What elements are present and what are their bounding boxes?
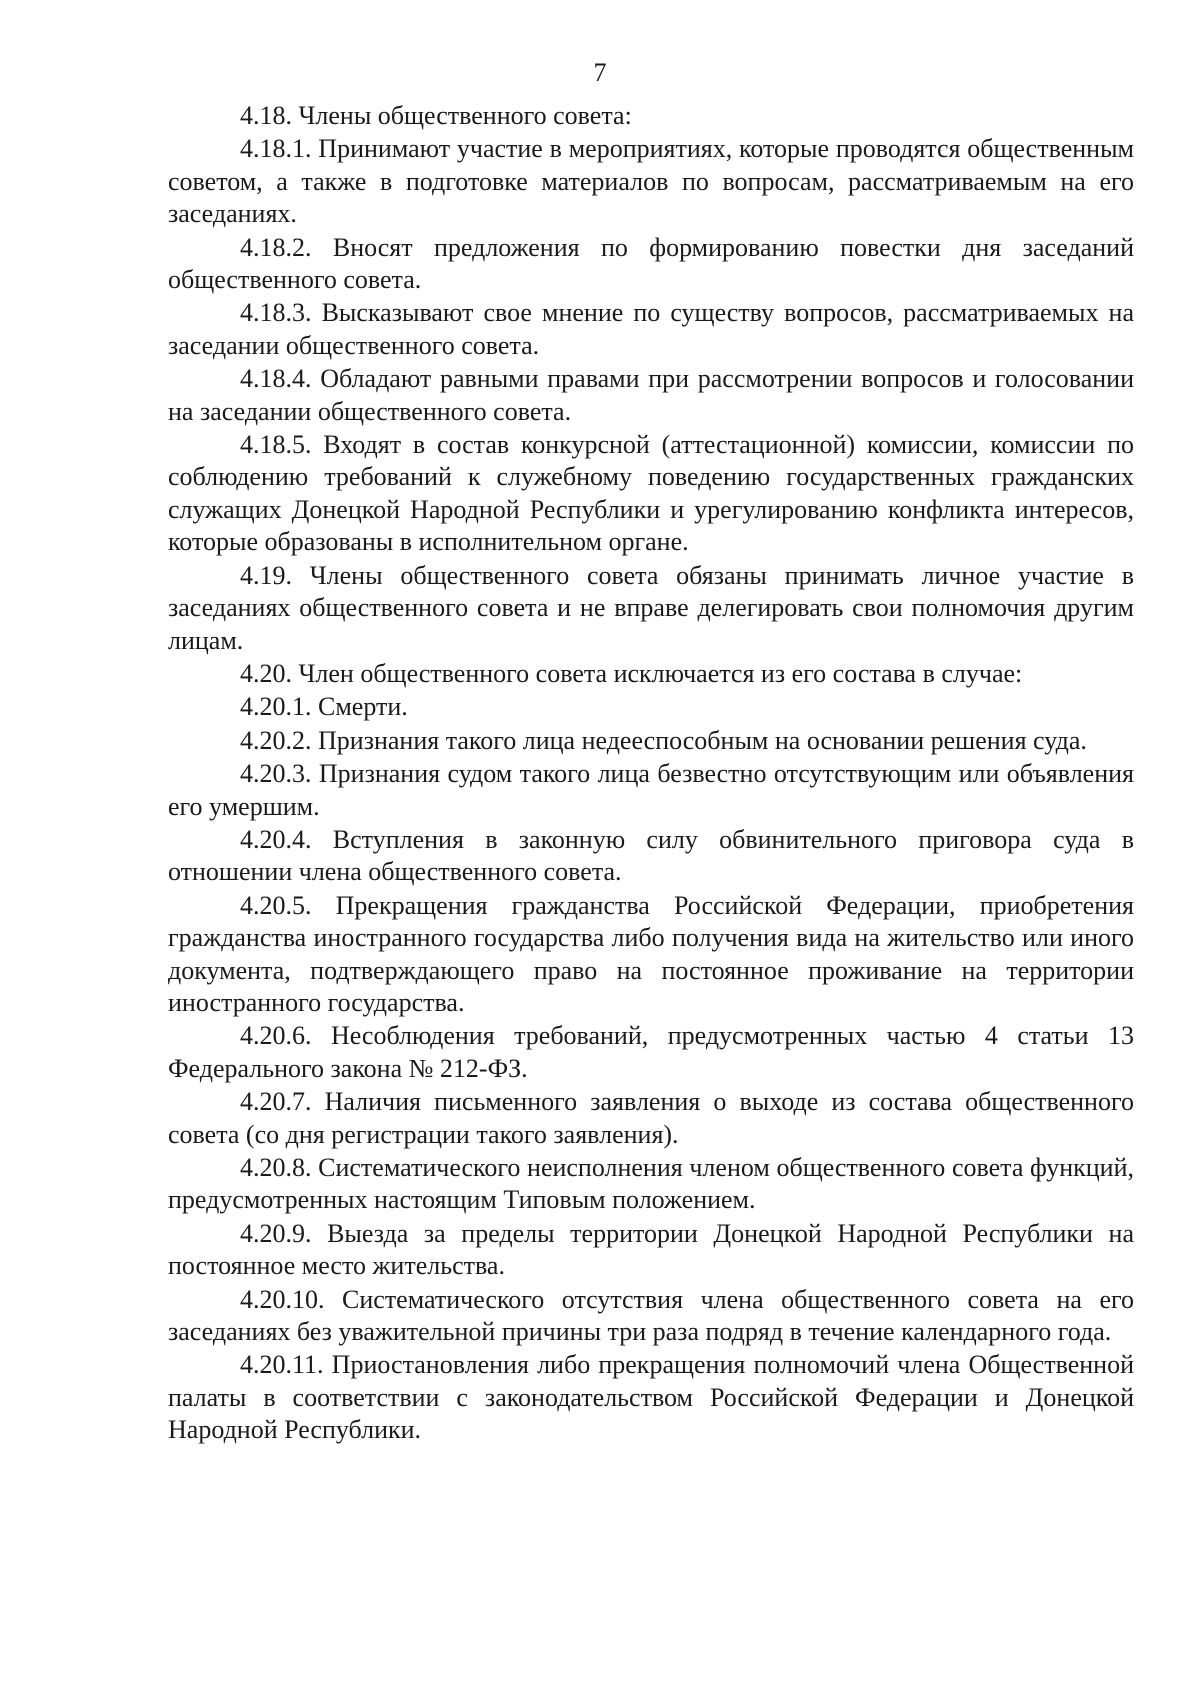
paragraph-4-18-3: 4.18.3. Высказывают свое мнение по существу вопросов, рассматриваемых на заседании общественного совета. xyxy=(168,298,1134,360)
paragraph-4-20-10: 4.20.10. Систематического отсутствия члена общественного совета на его заседаниях без уважительной причины три раза подряд в течение календарного года. xyxy=(168,1284,1134,1347)
paragraph-4-20-2: 4.20.2. Признания такого лица недееспособным на основании решения суда. xyxy=(240,725,1087,755)
paragraph-4-18-5: 4.18.5. Входят в состав конкурсной (аттестационной) комиссии, комиссии по соблюдению требований к служебному поведению государственных гражданских служащих Донецкой Народной Республики и урегулированию конфликта интересов, которые образованы в исполнительном органе. xyxy=(168,430,1134,557)
paragraph-4-19: 4.19. Члены общественного совета обязаны принимать личное участие в заседаниях общественного совета и не вправе делегировать свои полномочия другим лицам. xyxy=(168,560,1134,655)
paragraph-4-20-7: 4.20.7. Наличия письменного заявления о выходе из состава общественного совета (со дня регистрации такого заявления). xyxy=(168,1087,1134,1149)
paragraph-4-20-4: 4.20.4. Вступления в законную силу обвинительного приговора суда в отношении члена общественного совета. xyxy=(168,824,1134,887)
document-body xyxy=(168,100,1134,1448)
paragraph-4-18-2: 4.18.2. Вносят предложения по формированию повестки дня заседаний общественного совета. xyxy=(168,232,1134,295)
paragraph-4-20-9: 4.20.9. Выезда за пределы территории Донецкой Народной Республики на постоянное место жительства. xyxy=(168,1218,1134,1281)
paragraph-4-20-11: 4.20.11. Приостановления либо прекращения полномочий члена Общественной палаты в соответствии с законодательством Российской Федерации и Донецкой Народной Республики. xyxy=(168,1350,1134,1445)
paragraph-4-20-3: 4.20.3. Признания судом такого лица безвестно отсутствующим или объявления его умершим. xyxy=(168,759,1134,821)
paragraph-4-20: 4.20. Член общественного совета исключается из его состава в случае: xyxy=(240,658,1023,688)
paragraph-4-18-4: 4.18.4. Обладают равными правами при рассмотрении вопросов и голосовании на заседании общественного совета. xyxy=(168,364,1134,426)
paragraph-4-20-1: 4.20.1. Смерти. xyxy=(240,692,408,722)
paragraph-4-18-1: 4.18.1. Принимают участие в мероприятиях, которые проводятся общественным советом, а также в подготовке материалов по вопросам, рассматриваемым на его заседаниях. xyxy=(168,134,1134,229)
paragraph-4-20-5: 4.20.5. Прекращения гражданства Российской Федерации, приобретения гражданства иностранного государства либо получения вида на жительство или иного документа, подтверждающего право на постоянное проживание на территории иностранного государства. xyxy=(168,890,1134,1017)
page-number: 7 xyxy=(593,58,607,87)
paragraph-4-18: 4.18. Члены общественного совета: xyxy=(240,101,632,130)
paragraph-4-20-6: 4.20.6. Несоблюдения требований, предусмотренных частью 4 статьи 13 Федерального закона № 212-ФЗ. xyxy=(168,1021,1134,1083)
paragraph-4-20-8: 4.20.8. Систематического неисполнения членом общественного совета функций, предусмотренных настоящим Типовым положением. xyxy=(168,1153,1134,1215)
